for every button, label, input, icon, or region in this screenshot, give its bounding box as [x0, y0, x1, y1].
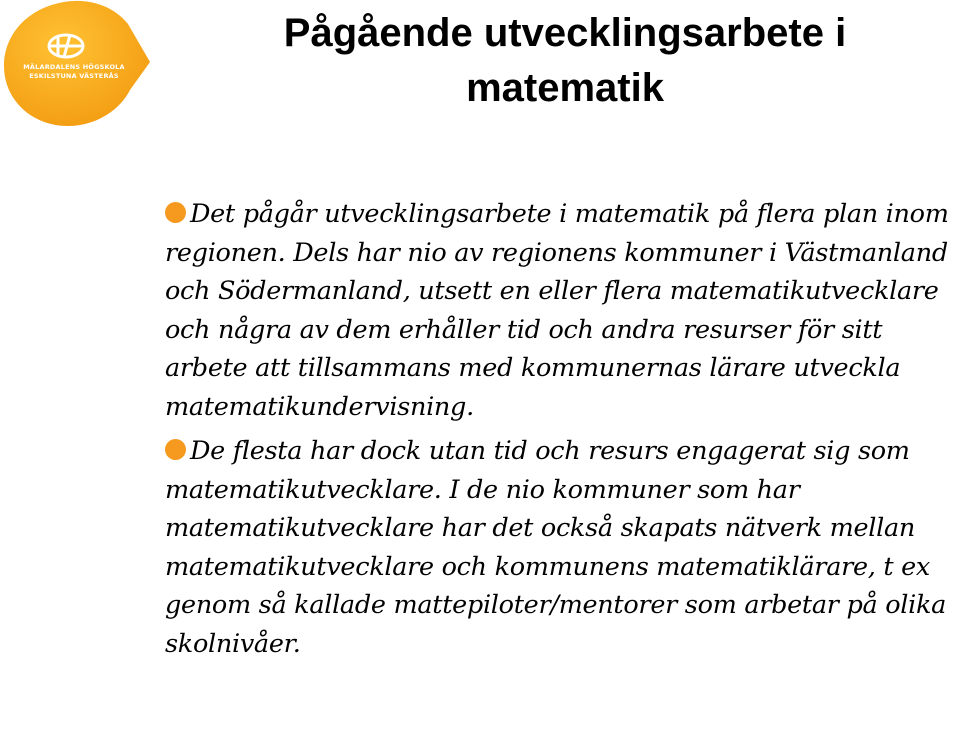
university-logo: [0, 0, 160, 130]
logo-text-line1: MÄLARDALENS HÖGSKOLA: [23, 63, 125, 71]
bullet-text: De flesta har dock utan tid och resurs engagerat sig som matematikutvecklare. I de nio kommuner som har matematikutvecklare har det också skapats nätverk mellan matematikutvecklare och kommunens matematiklärare, t ex genom så kallade mattepiloter/mentorer som arbetar på olika skolnivåer.: [165, 436, 947, 659]
bullet-item: [165, 432, 960, 663]
logo-text-line2: ESKILSTUNA VÄSTERÅS: [29, 72, 119, 80]
bullet-dot-icon: [165, 439, 186, 460]
bullet-list: [165, 195, 960, 669]
slide-title-line1: Pågående utvecklingsarbete i: [283, 11, 847, 55]
bullet-text: Det pågår utvecklingsarbete i matematik på flera plan inom regionen. Dels har nio av regionens kommuner i Västmanland och Södermanland, utsett en eller flera matematikutvecklare och några av dem erhåller tid och andra resurser för sitt arbete att tillsammans med kommunernas lärare utveckla matematikundervisning.: [165, 199, 949, 422]
bullet-dot-icon: [165, 202, 186, 223]
slide-title-line2: matematik: [466, 66, 664, 110]
bullet-item: [165, 195, 960, 426]
slide-title: [175, 6, 955, 116]
